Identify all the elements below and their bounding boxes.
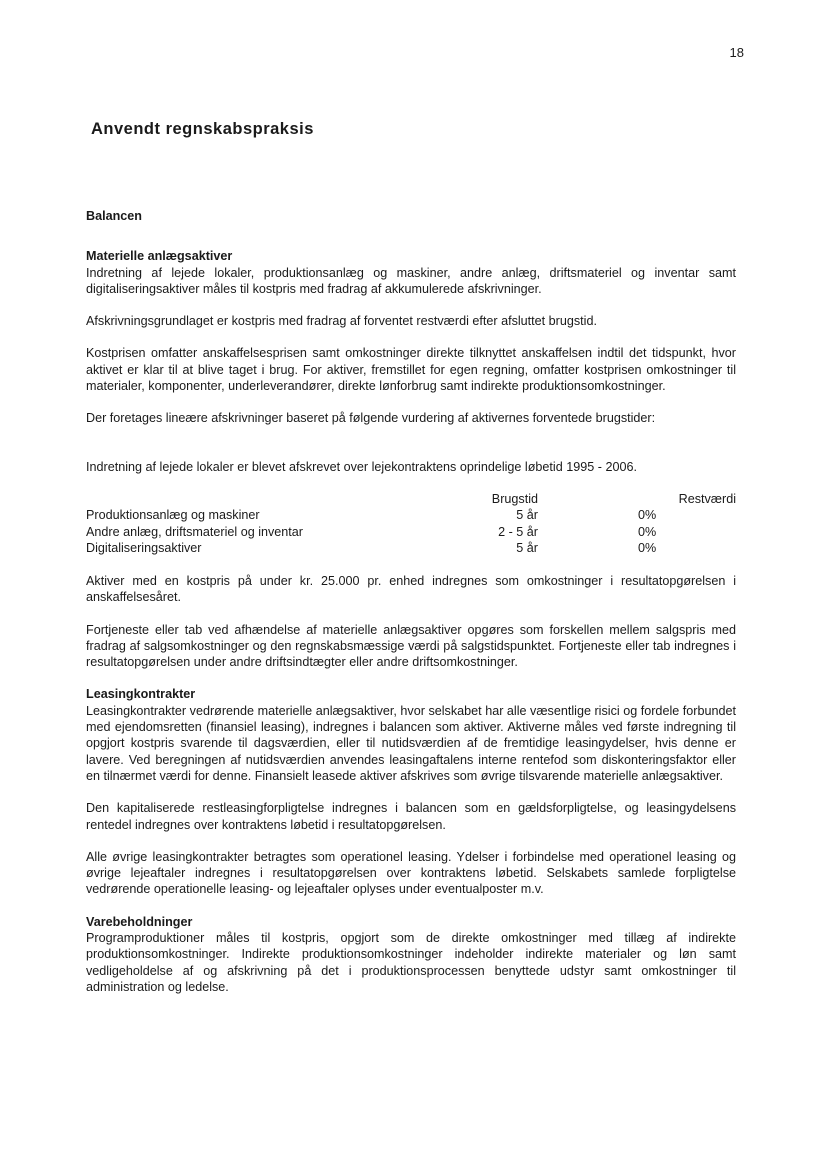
paragraph: Der foretages lineære afskrivninger baseret på følgende vurdering af aktivernes forventede brugstider: — [86, 411, 656, 426]
paragraph: Afskrivningsgrundlaget er kostpris med fradrag af forventet restværdi efter afsluttet brugstid. — [86, 314, 597, 329]
section-heading-balancen: Balancen — [86, 209, 142, 223]
document-body — [86, 208, 736, 995]
paragraph: Indretning af lejede lokaler er blevet afskrevet over lejekontraktens oprindelige løbetid 1995 - 2006. — [86, 459, 637, 474]
paragraph: Alle øvrige leasingkontrakter betragtes som operationel leasing. Ydelser i forbindelse med operationel leasing og øvrige lejeaftaler indregnes i resultatopgørelsen over kontraktens løbetid. Selskabets samlede forpligtelse vedrørende operationelle leasing- og lejeaftaler oplyses under eventualposter m.v. — [86, 849, 736, 897]
table-row: Digitaliseringsaktiver 5 år 0% — [86, 541, 657, 556]
paragraph: Fortjeneste eller tab ved afhændelse af materielle anlægsaktiver opgøres som forskellen mellem salgspris med fradrag af salgsomkostninger og den regnskabsmæssige værdi på salgstidspunktet. Fortjeneste eller tab indregnes i resultatopgørelsen under andre driftsindtægter eller andre driftsomkostninger. — [86, 622, 736, 670]
paragraph: Leasingkontrakter vedrørende materielle anlægsaktiver, hvor selskabet har alle væsentlige risici og fordele forbundet med ejendomsretten (finansiel leasing), indregnes i balancen som aktiver. Aktiverne måles ved første indregning til opgjort kostpris svarende til dagsværdien, eller til nutidsværdien af de fremtidige leasingydelser, hvis denne er lavere. Ved beregningen af nutidsværdien anvendes leasingaftalens interne rentefod som diskonteringsfaktor eller en tilnærmet værdi for denne. Finansielt leasede aktiver afskrives som øvrige tilsvarende materielle anlægsaktiver. — [86, 703, 736, 783]
page-number: 18 — [729, 45, 744, 60]
table-row: Andre anlæg, driftsmateriel og inventar 2 - 5 år 0% — [86, 524, 657, 539]
depreciation-table — [86, 491, 736, 557]
paragraph: Indretning af lejede lokaler, produktionsanlæg og maskiner, andre anlæg, driftsmateriel og inventar samt digitaliseringsaktiver måles til kostpris med fradrag af akkumulerede afskrivninger. — [86, 265, 736, 296]
header-brugstid: Brugstid — [491, 491, 538, 506]
subheading-leasing: Leasingkontrakter — [86, 687, 196, 702]
subheading-materielle: Materielle anlægsaktiver — [86, 249, 233, 264]
table-row: Produktionsanlæg og maskiner 5 år 0% — [86, 508, 657, 523]
table-header-row — [86, 491, 736, 508]
paragraph: Programproduktioner måles til kostpris, opgjort som de direkte omkostninger med tillæg af indirekte produktionsomkostninger. Indirekte produktionsomkostninger indeholder indirekte materialer og løn samt vedligeholdelse af og afskrivning på det i produktionsprocessen benyttede udstyr samt omkostninger til administration og ledelse. — [86, 931, 736, 994]
paragraph: Aktiver med en kostpris på under kr. 25.000 pr. enhed indregnes som omkostninger i resultatopgørelsen i anskaffelsesåret. — [86, 573, 736, 605]
page-title: Anvendt regnskabspraksis — [91, 120, 314, 138]
paragraph: Den kapitaliserede restleasingforpligtelse indregnes i balancen som en gældsforpligtelse, og leasingydelsens rentedel indregnes over kontraktens løbetid i resultatopgørelsen. — [86, 801, 736, 832]
header-restvaerdi: Restværdi — [678, 491, 736, 506]
subheading-varebeholdninger: Varebeholdninger — [86, 914, 193, 929]
paragraph: Kostprisen omfatter anskaffelsesprisen samt omkostninger direkte tilknyttet anskaffelsen indtil det tidspunkt, hvor aktivet er klar til at blive taget i brug. For aktiver, fremstillet for egen regning, omfatter kostprisen omkostninger til materialer, komponenter, underleverandører, direkte lønforbrug samt indirekte produktionsomkostninger. — [86, 346, 736, 394]
